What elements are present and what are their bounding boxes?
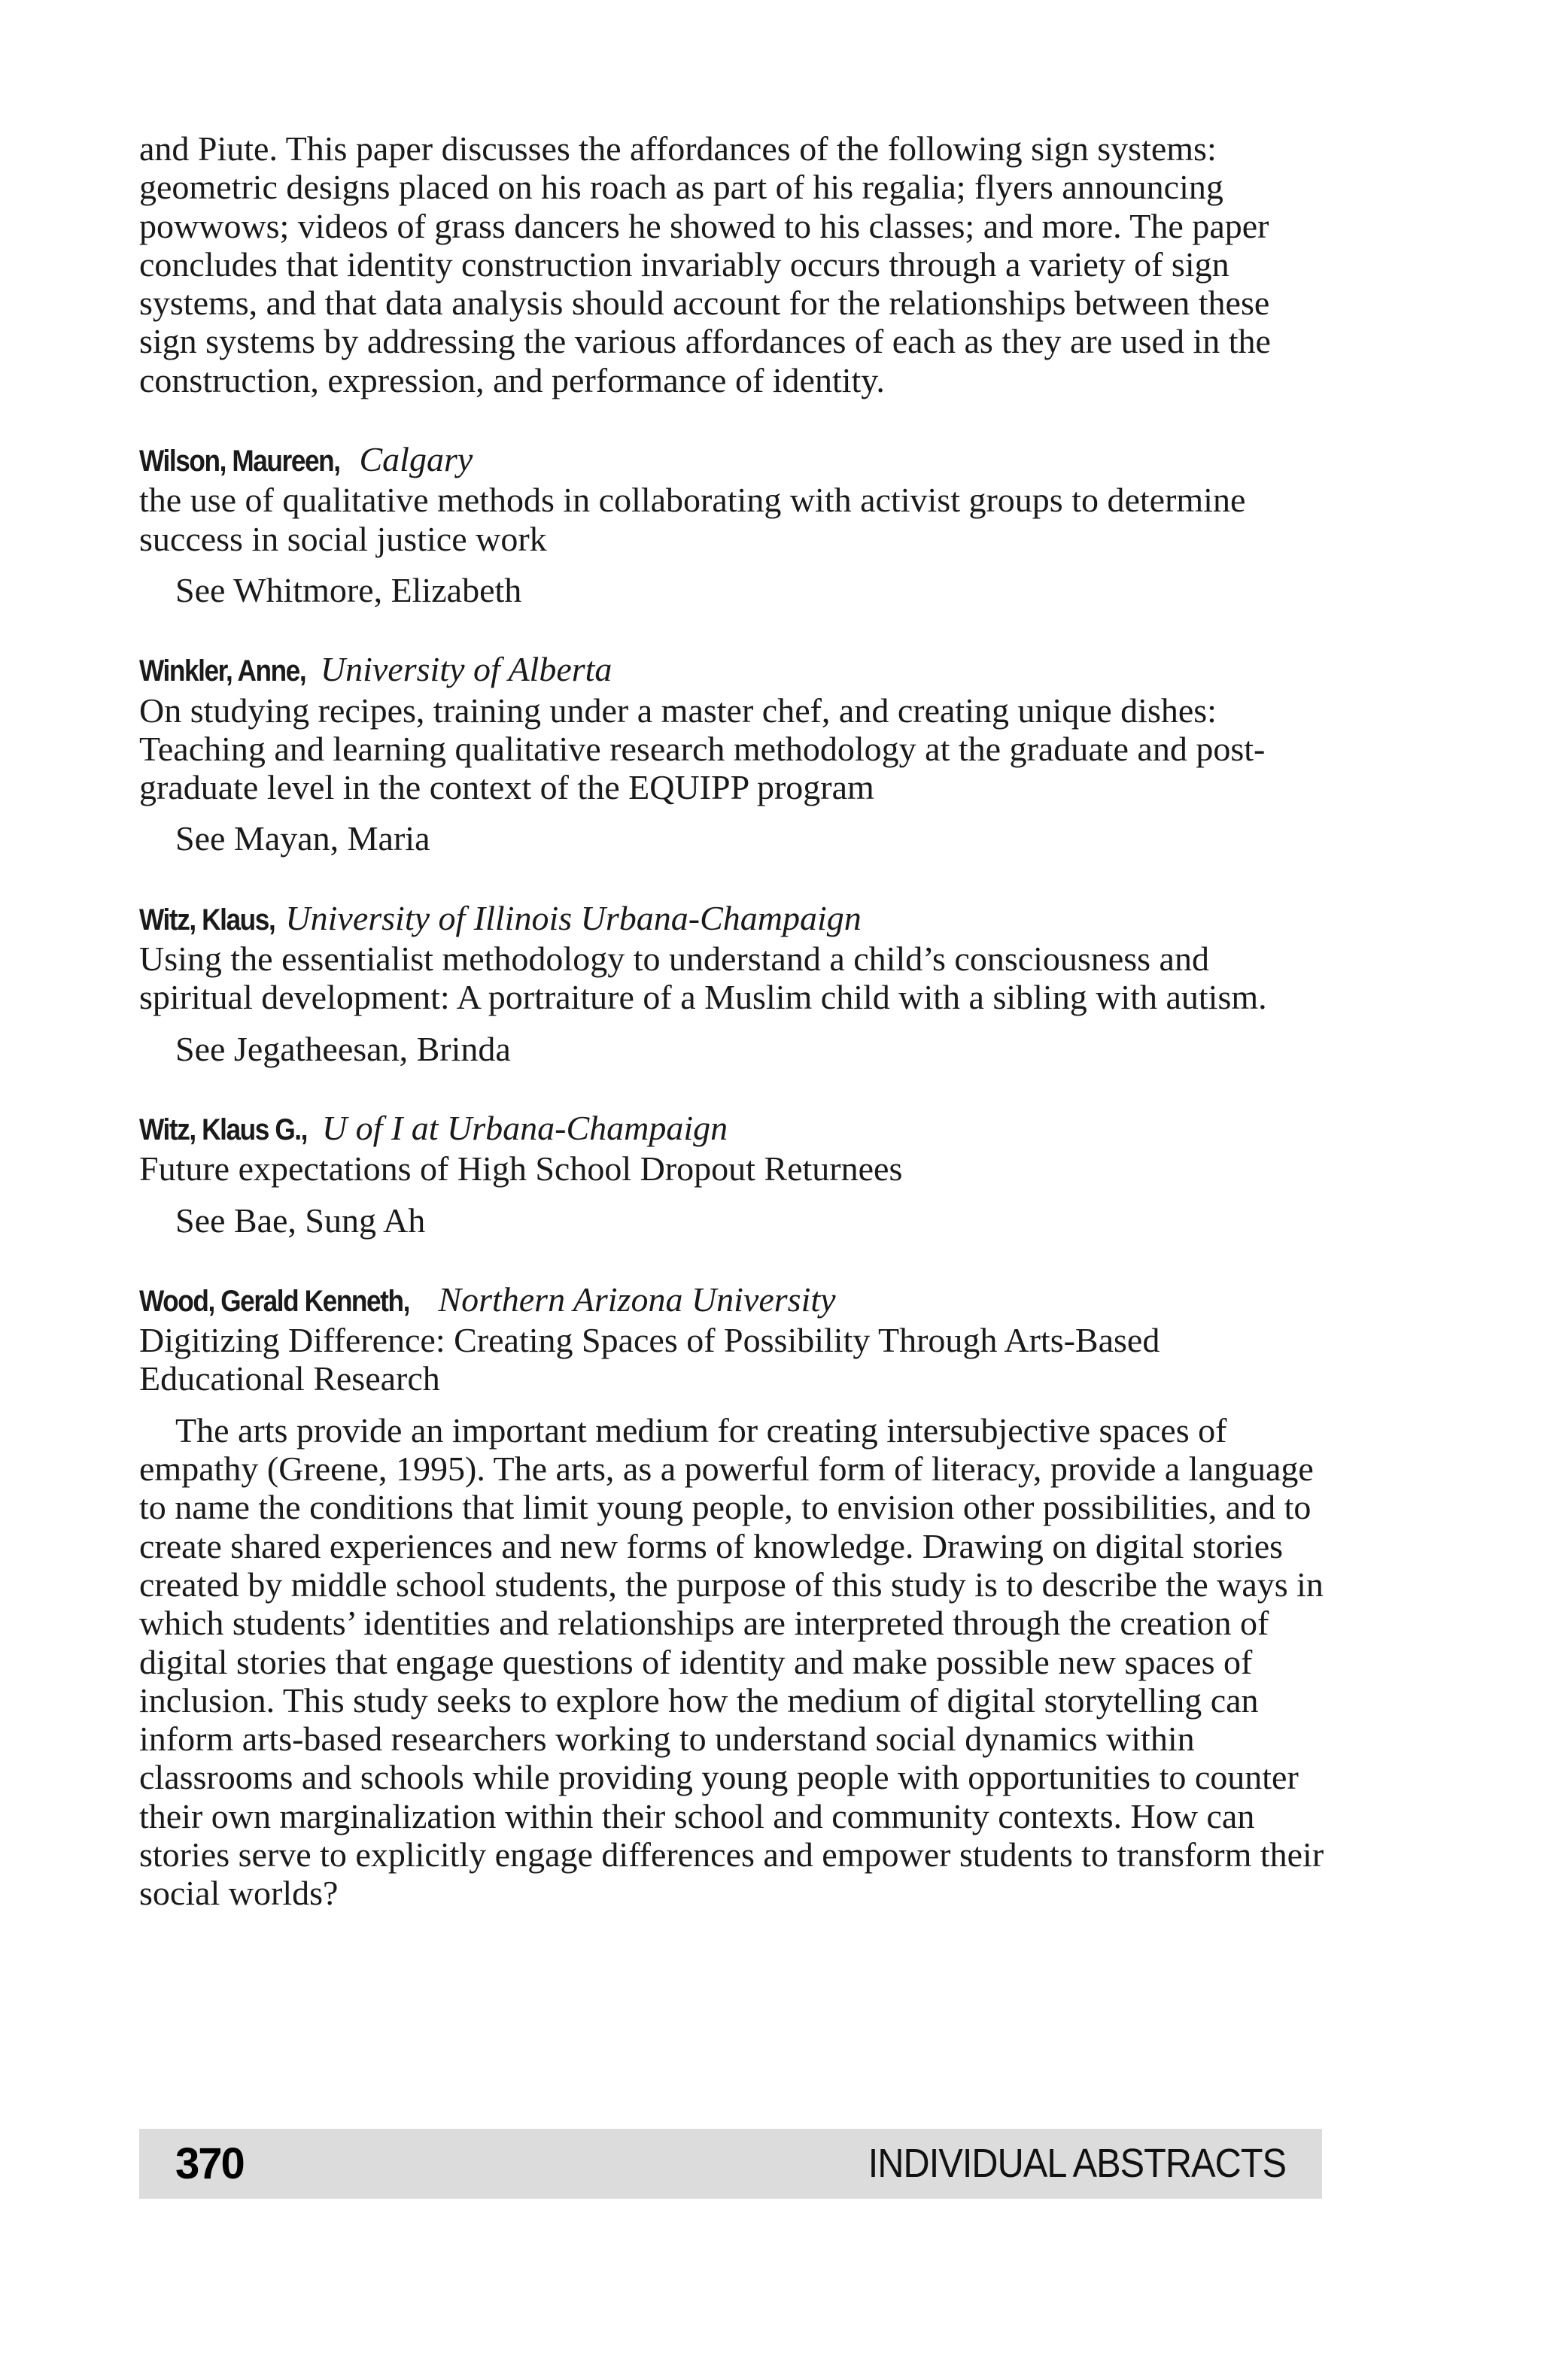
page-body	[139, 129, 1328, 1913]
entry-header	[139, 1280, 1328, 1321]
author-affiliation: University of Alberta	[320, 650, 612, 689]
entry-header	[139, 440, 1328, 481]
page-number: 370	[175, 2139, 244, 2188]
author-affiliation: University of Illinois Urbana-Champaign	[285, 898, 862, 937]
author-name: Winkler, Anne,	[139, 654, 306, 688]
author-name: Witz, Klaus,	[139, 903, 275, 937]
abstract-title: On studying recipes, training under a master chef, and creating unique dishes: Teaching and learning qualitative research methodology at the graduate and post-graduate level in the context of the EQUIPP program	[139, 691, 1266, 807]
page-footer	[139, 2129, 1322, 2199]
see-reference: See Bae, Sung Ah	[175, 1201, 426, 1240]
entry-header	[139, 1109, 1328, 1149]
abstract-title: Using the essentialist methodology to understand a child’s consciousness and spiritual development: A portraiture of a Muslim child with a sibling with autism.	[139, 940, 1267, 1017]
abstract-title: Digitizing Difference: Creating Spaces of Possibility Through Arts-Based Educational Research	[139, 1321, 1160, 1398]
abstract-entry-wilson	[139, 440, 1328, 609]
abstract-entry-winkler	[139, 650, 1328, 858]
abstract-body: The arts provide an important medium for creating intersubjective spaces of empathy (Greene, 1995). The arts, as a powerful form of literacy, provide a language to name the conditions that limit young people, to envision other possibilities, and to create shared experiences and new forms of knowledge. Drawing on digital stories created by middle school students, the purpose of this study is to describe the ways in which students’ identities and relationships are interpreted through the creation of digital stories that engage questions of identity and make possible new spaces of inclusion. This study seeks to explore how the medium of digital storytelling can inform arts-based researchers working to understand social dynamics within classrooms and schools while providing young people with opportunities to counter their own marginalization within their school and community contexts. How can stories serve to explicitly engage differences and empower students to transform their social worlds?	[139, 1410, 1324, 1913]
entry-header	[139, 650, 1328, 691]
continuation-paragraph: and Piute. This paper discusses the affordances of the following sign systems: geometric designs placed on his roach as part of his regalia; flyers announcing powwows; videos of grass dancers he showed to his classes; and more. The paper concludes that identity construction invariably occurs through a variety of sign systems, and that data analysis should account for the relationships between these sign systems by addressing the various affordances of each as they are used in the construction, expression, and performance of identity.	[139, 129, 1271, 399]
abstract-entry-wood	[139, 1280, 1328, 1913]
section-title: INDIVIDUAL ABSTRACTS	[868, 2141, 1286, 2186]
see-reference: See Mayan, Maria	[175, 819, 430, 858]
author-name: Wood, Gerald Kenneth,	[139, 1284, 409, 1318]
author-affiliation: U of I at Urbana-Champaign	[321, 1108, 728, 1147]
author-name: Wilson, Maureen,	[139, 445, 340, 478]
author-affiliation: Calgary	[359, 440, 473, 479]
author-affiliation: Northern Arizona University	[438, 1280, 836, 1319]
see-reference: See Whitmore, Elizabeth	[175, 570, 522, 609]
entry-header	[139, 899, 1328, 940]
see-reference: See Jegatheesan, Brinda	[175, 1029, 511, 1068]
author-name: Witz, Klaus G.,	[139, 1113, 308, 1146]
abstract-title: Future expectations of High School Dropout Returnees	[139, 1149, 903, 1188]
abstract-title: the use of qualitative methods in collaborating with activist groups to determine success in social justice work	[139, 481, 1246, 558]
abstract-entry-witz-klaus-g	[139, 1109, 1328, 1240]
abstract-entry-witz-klaus	[139, 899, 1328, 1068]
